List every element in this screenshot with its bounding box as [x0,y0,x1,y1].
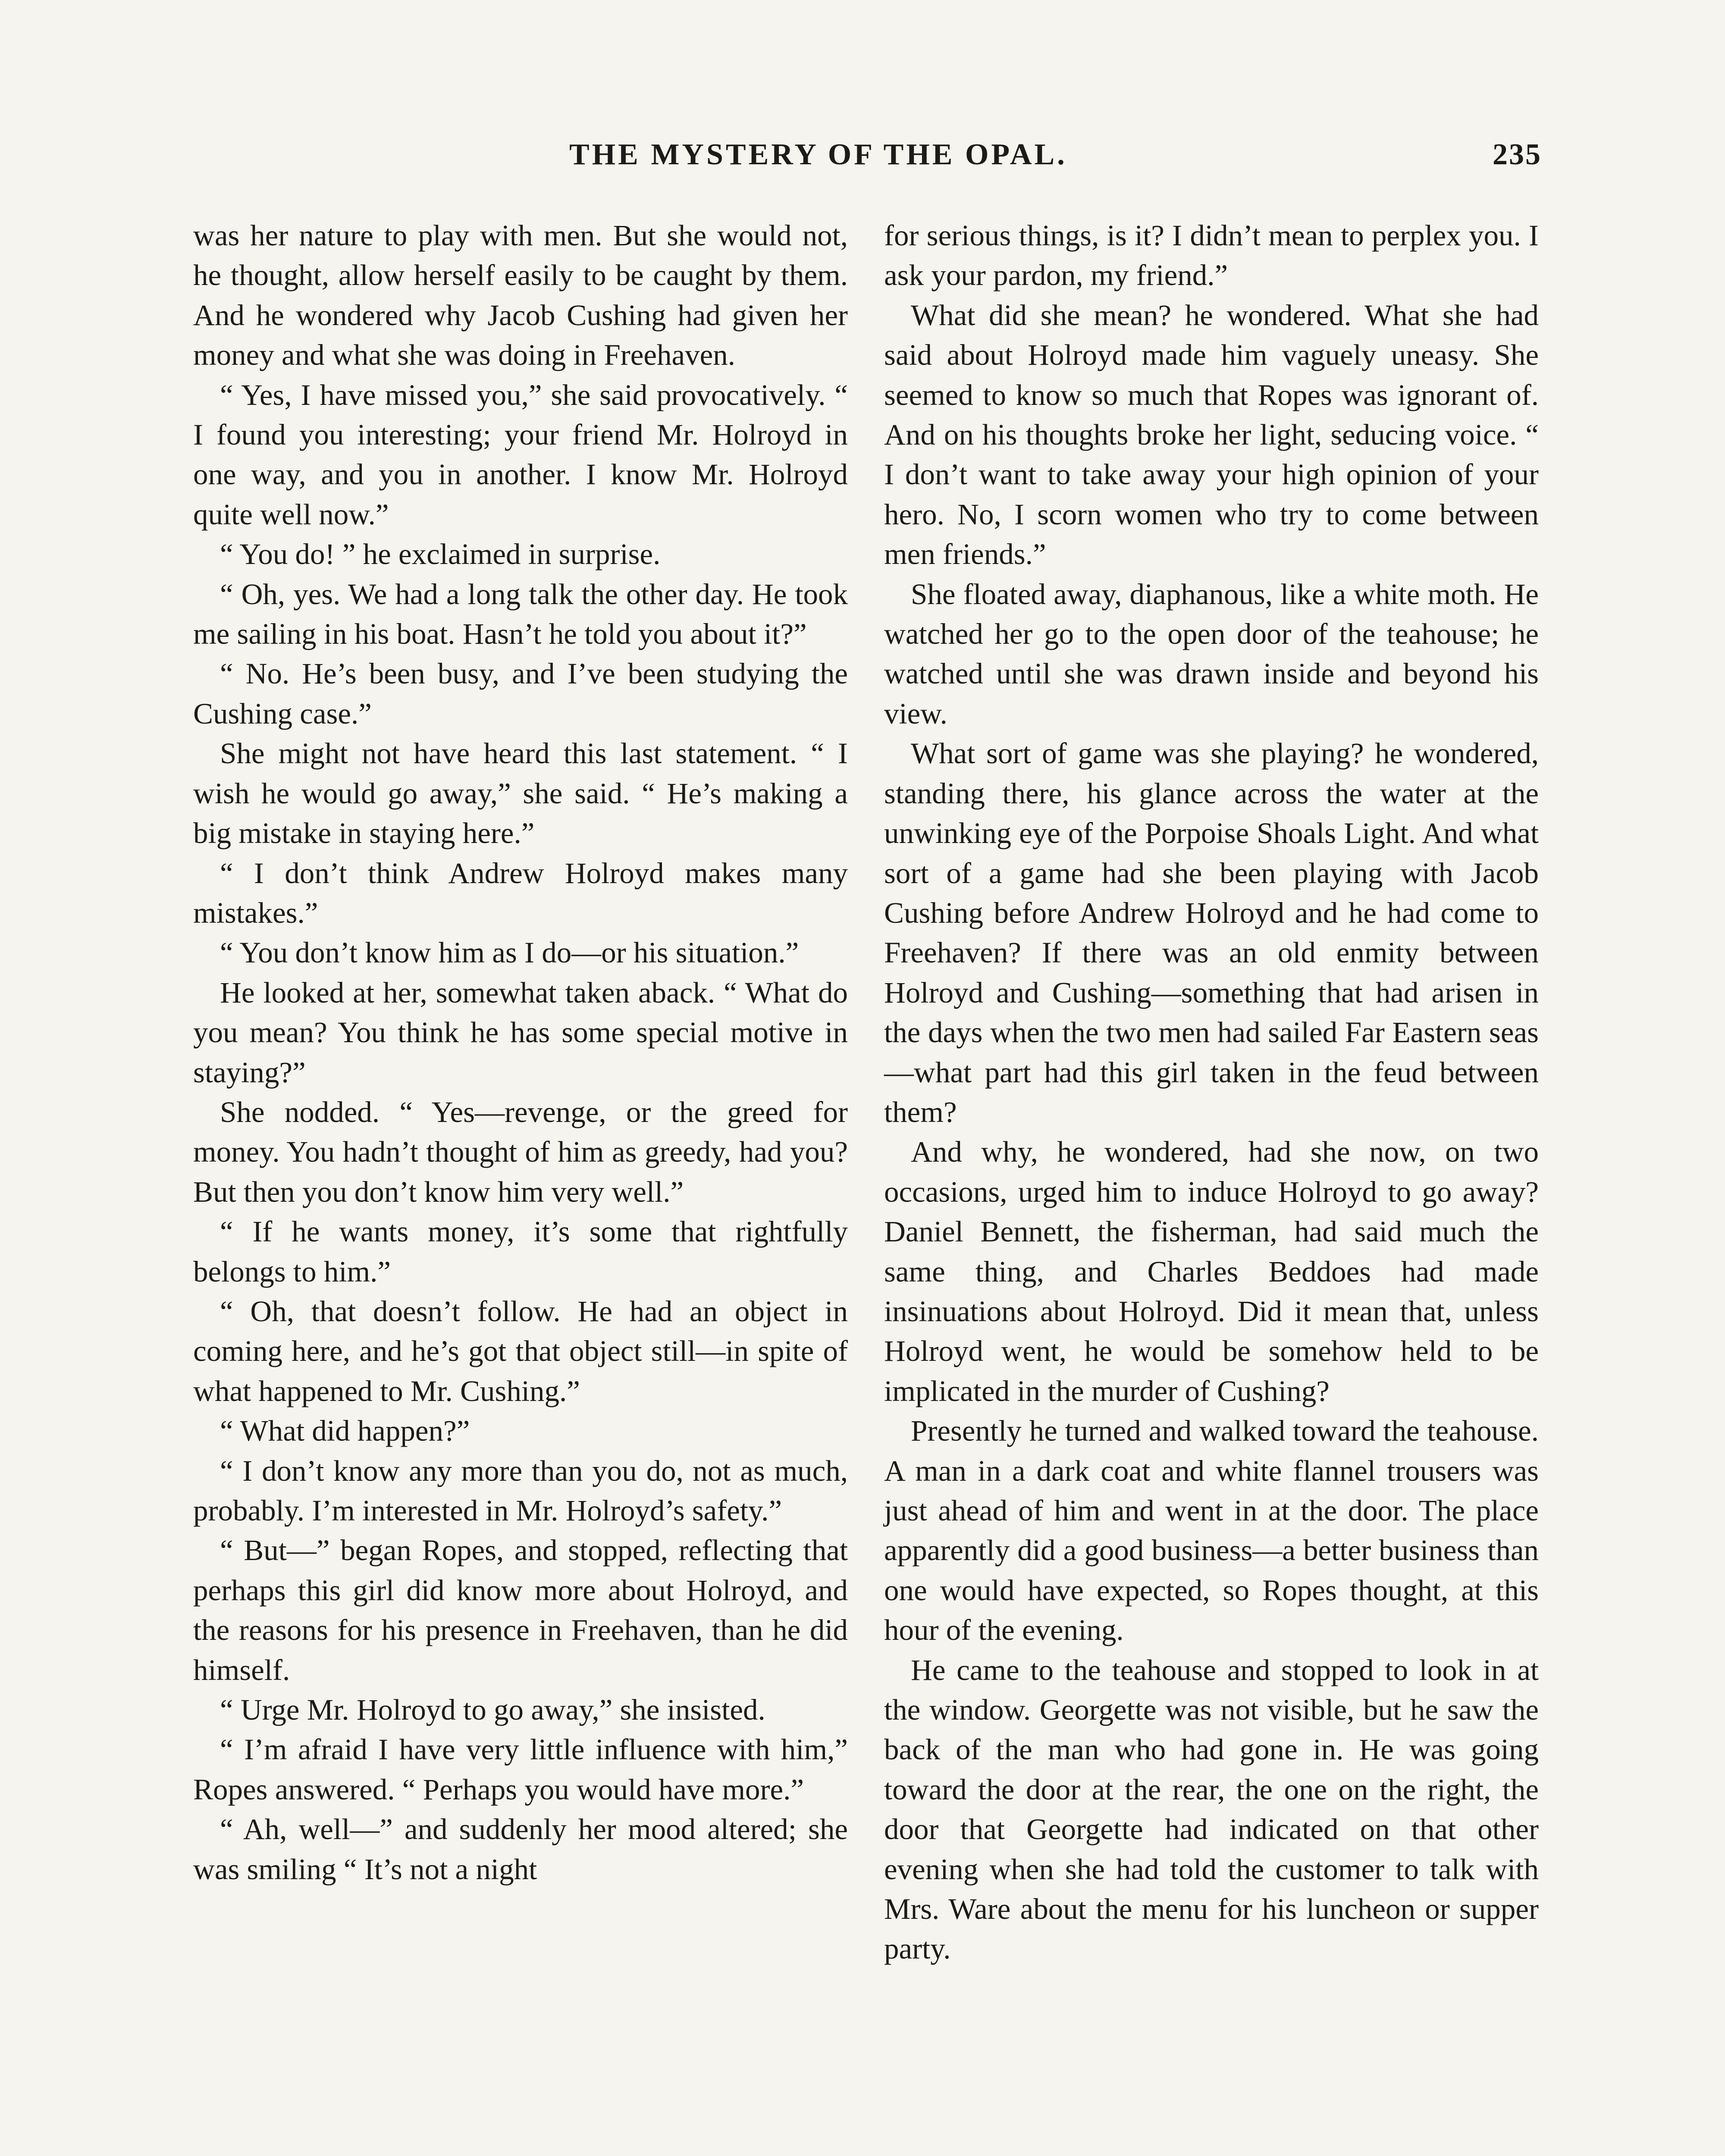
paragraph: “ But—” began Ropes, and stopped, reflecting that perhaps this girl did know more about Holroyd, and the reasons for his presence in Freehaven, than he did himself. [193,1534,848,1686]
paragraph: What did she mean? he wondered. What she had said about Holroyd made him vaguely uneasy. She seemed to know so much that Ropes was ignorant of. And on his thoughts broke her light, seducing voice. “ I don’t want to take away your high opinion of your hero. No, I scorn women who try to come between men friends.” [884,298,1539,571]
right-column [884,216,1539,1969]
paragraph: He looked at her, somewhat taken aback. “ What do you mean? You think he has some special motive in staying?” [193,976,848,1089]
left-column [193,216,848,1889]
paragraph: Presently he turned and walked toward the teahouse. A man in a dark coat and white flannel trousers was just ahead of him and went in at the door. The place apparently did a good business—a better business than one would have expected, so Ropes thought, at this hour of the evening. [884,1414,1539,1647]
page-number: 235 [1493,138,1542,171]
paragraph: for serious things, is it? I didn’t mean to perplex you. I ask your pardon, my friend.” [884,219,1539,292]
paragraph: “ Yes, I have missed you,” she said provocatively. “ I found you interesting; your friend Mr. Holroyd in one way, and you in another. I know Mr. Holroyd quite well now.” [193,378,848,531]
running-title: THE MYSTERY OF THE OPAL. [569,138,1067,171]
paragraph: “ I don’t think Andrew Holroyd makes many mistakes.” [193,856,848,929]
paragraph: “ Urge Mr. Holroyd to go away,” she insisted. [220,1693,765,1727]
paragraph: What sort of game was she playing? he wondered, standing there, his glance across the water at the unwinking eye of the Porpoise Shoals Light. And what sort of a game had she been playing with Jacob Cushing before Andrew Holroyd and he had come to Freehaven? If there was an old enmity between Holroyd and Cushing—something that had arisen in the days when the two men had sailed Far Eastern seas—what part had this girl taken in the feud between them? [884,737,1539,1128]
paragraph: “ Oh, that doesn’t follow. He had an object in coming here, and he’s got that object still—in spite of what happened to Mr. Cushing.” [193,1294,848,1407]
paragraph: “ If he wants money, it’s some that rightfully belongs to him.” [193,1215,848,1288]
paragraph: And why, he wondered, had she now, on two occasions, urged him to induce Holroyd to go away? Daniel Bennett, the fisherman, had said much the same thing, and Charles Beddoes had made insinuations about Holroyd. Did it mean that, unless Holroyd went, he would be somehow held to be implicated in the murder of Cushing? [884,1135,1539,1407]
paragraph: “ What did happen?” [220,1414,470,1448]
paragraph: “ I don’t know any more than you do, not as much, probably. I’m interested in Mr. Holroyd’s safety.” [193,1454,848,1527]
paragraph: “ You don’t know him as I do—or his situation.” [220,936,799,969]
paragraph: “ You do! ” he exclaimed in surprise. [220,538,661,571]
paragraph: “ I’m afraid I have very little influence with him,” Ropes answered. “ Perhaps you would have more.” [193,1733,848,1806]
paragraph: “ Ah, well—” and suddenly her mood altered; she was smiling “ It’s not a night [193,1813,848,1886]
paragraph: He came to the teahouse and stopped to look in at the window. Georgette was not visible, but he saw the back of the man who had gone in. He was going toward the door at the rear, the one on the right, the door that Georgette had indicated on that other evening when she had told the customer to talk with Mrs. Ware about the menu for his luncheon or supper party. [884,1653,1539,1965]
paragraph: She nodded. “ Yes—revenge, or the greed for money. You hadn’t thought of him as greedy, had you? But then you don’t know him very well.” [193,1095,848,1208]
paragraph: She floated away, diaphanous, like a white moth. He watched her go to the open door of the teahouse; he watched until she was drawn inside and beyond his view. [884,577,1539,730]
paragraph: “ No. He’s been busy, and I’ve been studying the Cushing case.” [193,657,848,730]
paragraph: was her nature to play with men. But she would not, he thought, allow herself easily to be caught by them. And he wondered why Jacob Cushing had given her money and what she was doing in Freehaven. [193,219,848,372]
paragraph: “ Oh, yes. We had a long talk the other day. He took me sailing in his boat. Hasn’t he told you about it?” [193,577,848,651]
page-header [192,137,1542,189]
paragraph: She might not have heard this last statement. “ I wish he would go away,” she said. “ He’s making a big mistake in staying here.” [193,737,848,850]
